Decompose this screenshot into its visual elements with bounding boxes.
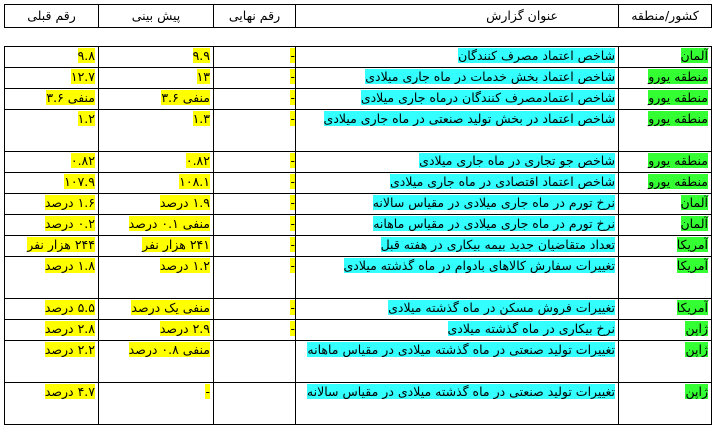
- region-cell: [619, 89, 712, 110]
- final-value-text: -: [290, 195, 295, 210]
- forecast-value-text: ۲۴۱ هزار نفر: [142, 237, 210, 252]
- previous-value-cell: [5, 68, 99, 89]
- region-text: منطقه یورو: [648, 69, 708, 84]
- forecast-value-cell: [99, 320, 214, 341]
- region-cell: [619, 194, 712, 215]
- forecast-value-cell: [99, 194, 214, 215]
- region-cell: [619, 341, 712, 383]
- report-title-cell: [296, 215, 619, 236]
- previous-value-text: ۰.۸۲: [70, 153, 95, 168]
- table-row: [5, 215, 712, 236]
- report-title-cell: [296, 299, 619, 320]
- region-cell: [619, 152, 712, 173]
- region-text: ژاپن: [685, 342, 708, 357]
- region-text: منطقه یورو: [648, 90, 708, 105]
- report-title-text: تغییرات سفارش کالاهای بادوام در ماه گذشته میلادی: [343, 258, 615, 273]
- previous-value-text: منفی ۳.۶: [46, 90, 95, 105]
- previous-value-text: ۲.۸ درصد: [44, 321, 95, 336]
- final-value-cell: [214, 194, 296, 215]
- region-cell: [619, 215, 712, 236]
- header-row: [5, 5, 712, 28]
- forecast-value-text: ۹.۹: [192, 48, 210, 63]
- report-title-cell: [296, 341, 619, 383]
- region-cell: [619, 299, 712, 320]
- previous-value-cell: [5, 173, 99, 194]
- final-value-text: -: [290, 237, 295, 252]
- report-title-cell: [296, 110, 619, 152]
- region-text: آلمان: [680, 216, 708, 231]
- previous-value-cell: [5, 257, 99, 299]
- region-cell: [619, 236, 712, 257]
- forecast-value-cell: [99, 215, 214, 236]
- forecast-value-text: ۱.۹ درصد: [159, 195, 210, 210]
- report-title-text: نرخ تورم در ماه جاری میلادی در مقیاس ماهانه: [373, 216, 615, 231]
- final-value-cell: [214, 341, 296, 383]
- forecast-value-text: ۱۰۸.۱: [179, 174, 210, 189]
- previous-value-cell: [5, 47, 99, 68]
- previous-value-cell: [5, 194, 99, 215]
- previous-value-text: ۱.۸ درصد: [44, 258, 95, 273]
- report-title-cell: [296, 47, 619, 68]
- table-row: [5, 257, 712, 299]
- header-table: [4, 4, 712, 28]
- final-value-text: -: [290, 300, 295, 315]
- report-title-text: شاخص اعتماد بخش خدمات در ماه جاری میلادی: [365, 69, 615, 84]
- previous-value-text: ۵.۵ درصد: [44, 300, 95, 315]
- region-text: آلمان: [680, 195, 708, 210]
- forecast-value-cell: [99, 152, 214, 173]
- header-title: عنوان گزارش: [296, 5, 619, 28]
- final-value-text: -: [290, 153, 295, 168]
- table-row: [5, 89, 712, 110]
- table-row: [5, 236, 712, 257]
- table-row: [5, 299, 712, 320]
- forecast-value-cell: [99, 257, 214, 299]
- previous-value-text: ۱۰۷.۹: [64, 174, 95, 189]
- forecast-value-cell: [99, 299, 214, 320]
- final-value-cell: [214, 299, 296, 320]
- region-text: آمریکا: [676, 258, 708, 273]
- header-previous: رقم قبلی: [5, 5, 99, 28]
- final-value-cell: [214, 173, 296, 194]
- report-title-text: شاخص جو تجاری در ماه جاری میلادی: [419, 153, 615, 168]
- final-value-text: -: [290, 111, 295, 126]
- final-value-cell: [214, 152, 296, 173]
- table-row: [5, 47, 712, 68]
- final-value-cell: [214, 236, 296, 257]
- final-value-cell: [214, 110, 296, 152]
- final-value-cell: [214, 257, 296, 299]
- forecast-value-text: ۰.۸۲: [185, 153, 210, 168]
- region-text: منطقه یورو: [648, 174, 708, 189]
- report-title-cell: [296, 173, 619, 194]
- forecast-value-cell: [99, 47, 214, 68]
- region-cell: [619, 68, 712, 89]
- forecast-value-cell: [99, 236, 214, 257]
- region-text: منطقه یورو: [648, 111, 708, 126]
- final-value-cell: [214, 89, 296, 110]
- forecast-value-text: ۱.۲ درصد: [159, 258, 210, 273]
- report-title-text: شاخص اعتماد اقتصادی در ماه جاری میلادی: [390, 174, 615, 189]
- report-title-cell: [296, 152, 619, 173]
- forecast-value-cell: [99, 89, 214, 110]
- table-row: [5, 68, 712, 89]
- region-text: آمریکا: [676, 300, 708, 315]
- previous-value-text: ۱.۲: [77, 111, 95, 126]
- previous-value-cell: [5, 320, 99, 341]
- region-cell: [619, 47, 712, 68]
- final-value-text: -: [290, 321, 295, 336]
- report-title-text: شاخص اعتماد مصرف کنندگان: [458, 48, 615, 63]
- previous-value-text: ۴.۷ درصد: [44, 384, 95, 399]
- previous-value-text: ۹.۸: [77, 48, 95, 63]
- forecast-value-text: منفی ۰.۸ درصد: [128, 342, 210, 357]
- table-row: [5, 110, 712, 152]
- final-value-cell: [214, 47, 296, 68]
- header-region: کشور/منطقه: [619, 5, 712, 28]
- table-row: [5, 320, 712, 341]
- previous-value-text: ۲۴۴ هزار نفر: [27, 237, 95, 252]
- previous-value-text: ۰.۲ درصد: [44, 216, 95, 231]
- report-title-text: تغییرات فروش مسکن در ماه گذشته میلادی: [388, 300, 615, 315]
- previous-value-cell: [5, 110, 99, 152]
- forecast-value-cell: [99, 110, 214, 152]
- final-value-text: -: [290, 174, 295, 189]
- table-row: [5, 341, 712, 383]
- report-table: [4, 46, 712, 425]
- report-title-text: تعداد متقاضیان جدید بیمه بیکاری در هفته قبل: [380, 237, 615, 252]
- previous-value-text: ۲.۲ درصد: [44, 342, 95, 357]
- report-title-text: تغییرات تولید صنعتی در ماه گذشته میلادی در مقیاس سالانه: [306, 384, 615, 399]
- forecast-value-cell: [99, 68, 214, 89]
- forecast-value-text: منفی ۳.۶: [161, 90, 210, 105]
- header-final: رقم نهایی: [214, 5, 296, 28]
- forecast-value-text: -: [205, 384, 210, 399]
- final-value-text: -: [290, 90, 295, 105]
- report-title-cell: [296, 89, 619, 110]
- region-text: منطقه یورو: [648, 153, 708, 168]
- report-title-text: نرخ تورم در ماه جاری میلادی در مقیاس سالانه: [372, 195, 615, 210]
- previous-value-cell: [5, 89, 99, 110]
- final-value-text: -: [290, 258, 295, 273]
- forecast-value-text: ۱۳: [196, 69, 210, 84]
- previous-value-cell: [5, 152, 99, 173]
- final-value-cell: [214, 320, 296, 341]
- region-cell: [619, 110, 712, 152]
- forecast-value-text: ۱.۳: [192, 111, 210, 126]
- region-text: آلمان: [680, 48, 708, 63]
- region-cell: [619, 383, 712, 425]
- report-title-text: تغییرات تولید صنعتی در ماه گذشته میلادی در مقیاس ماهانه: [307, 342, 615, 357]
- header-forecast: پیش بینی: [99, 5, 214, 28]
- report-title-text: نرخ بیکاری در ماه گذشته میلادی: [447, 321, 615, 336]
- final-value-text: -: [290, 48, 295, 63]
- final-value-text: -: [290, 216, 295, 231]
- forecast-value-cell: [99, 173, 214, 194]
- region-cell: [619, 320, 712, 341]
- report-title-cell: [296, 320, 619, 341]
- report-title-cell: [296, 68, 619, 89]
- region-cell: [619, 257, 712, 299]
- report-title-cell: [296, 236, 619, 257]
- forecast-value-cell: [99, 341, 214, 383]
- table-row: [5, 152, 712, 173]
- forecast-value-text: ۲.۹ درصد: [159, 321, 210, 336]
- previous-value-text: ۱۲.۷: [70, 69, 95, 84]
- table-row: [5, 194, 712, 215]
- previous-value-text: ۱.۶ درصد: [44, 195, 95, 210]
- report-title-text: شاخص اعتماد در بخش تولید صنعتی در ماه جاری میلادی: [323, 111, 615, 126]
- previous-value-cell: [5, 299, 99, 320]
- forecast-value-text: منفی یک درصد: [131, 300, 210, 315]
- final-value-cell: [214, 68, 296, 89]
- region-text: ژاپن: [685, 321, 708, 336]
- table-row: [5, 383, 712, 425]
- region-text: ژاپن: [685, 384, 708, 399]
- final-value-text: -: [290, 69, 295, 84]
- final-value-cell: [214, 383, 296, 425]
- previous-value-cell: [5, 236, 99, 257]
- report-title-cell: [296, 257, 619, 299]
- forecast-value-cell: [99, 383, 214, 425]
- report-title-text: شاخص اعتمادمصرف کنندگان درماه جاری میلادی: [360, 90, 615, 105]
- region-text: آمریکا: [676, 237, 708, 252]
- previous-value-cell: [5, 215, 99, 236]
- previous-value-cell: [5, 383, 99, 425]
- final-value-cell: [214, 215, 296, 236]
- table-row: [5, 173, 712, 194]
- report-title-cell: [296, 383, 619, 425]
- report-title-cell: [296, 194, 619, 215]
- forecast-value-text: منفی ۰.۱ درصد: [128, 216, 210, 231]
- region-cell: [619, 173, 712, 194]
- previous-value-cell: [5, 341, 99, 383]
